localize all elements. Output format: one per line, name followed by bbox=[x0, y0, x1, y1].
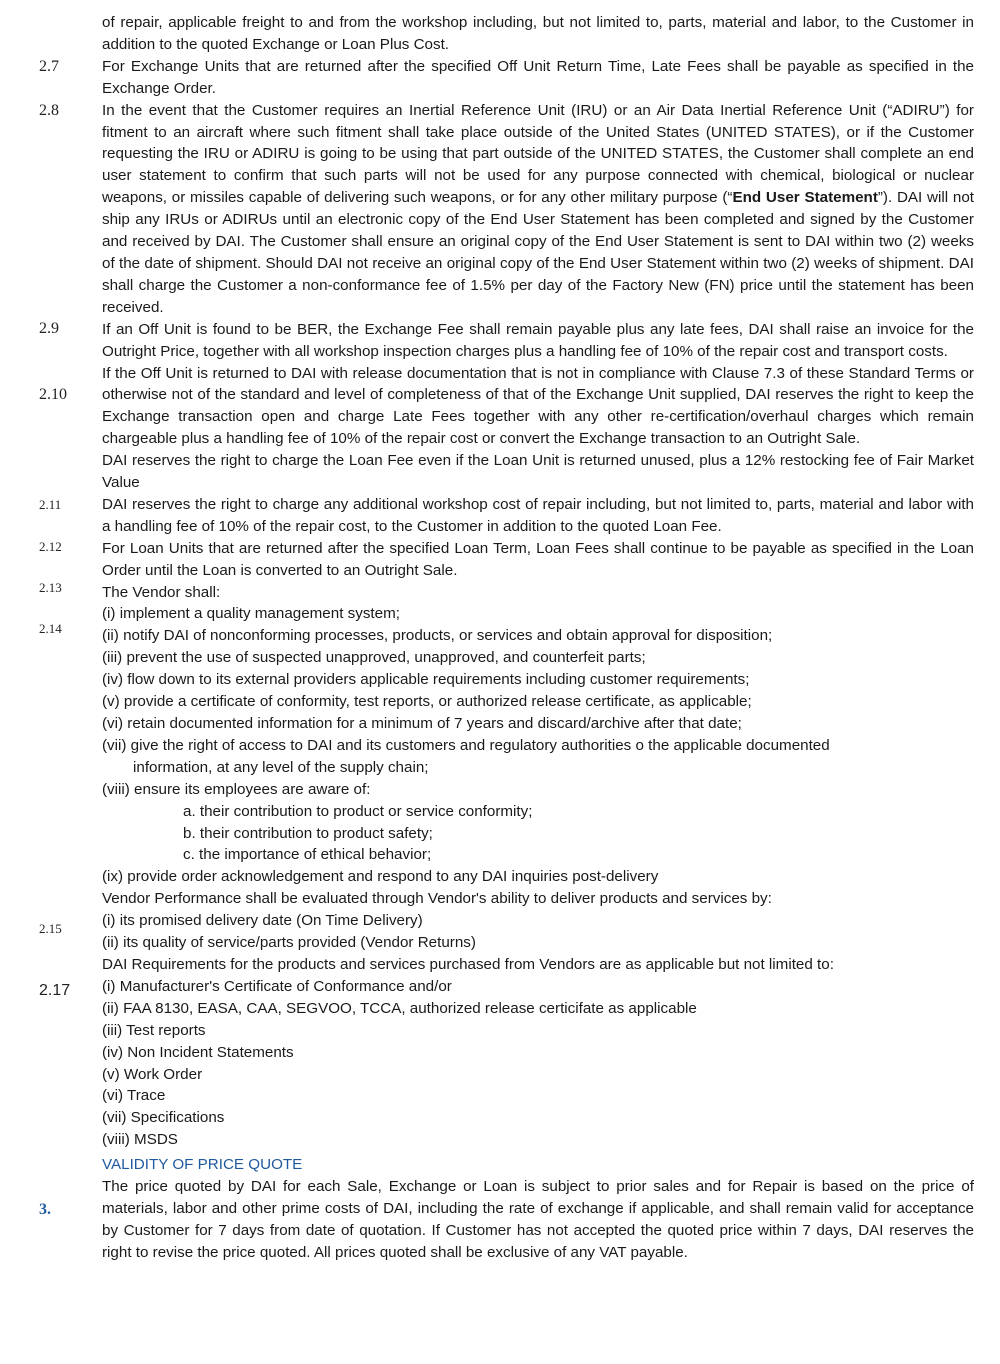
performance-item: (i) its promised delivery date (On Time Delivery) bbox=[102, 912, 423, 930]
section-3-heading: VALIDITY OF PRICE QUOTE bbox=[102, 1156, 303, 1174]
requirements-item: (v) Work Order bbox=[102, 1065, 203, 1083]
clause-number-2-10: 2.10 bbox=[39, 386, 67, 403]
vendor-item: (iv) flow down to its external providers applicable requirements including customer requirements; bbox=[102, 671, 750, 689]
clause-2-7-text: For Exchange Units that are returned after the specified Off Unit Return Time, Late Fees shall be payable as specified in the Exchange Order. bbox=[102, 57, 974, 97]
section-3-text: The price quoted by DAI for each Sale, Exchange or Loan is subject to prior sales and for Repair is based on the price of materials, labor and other prime costs of DAI, including the rate of exchange if applicable, and shall remain valid for acceptance by Customer for 7 days from date of quotation. If Customer has not accepted the quoted price within 7 days, DAI reserves the right to revise the price quoted. All prices quoted shall be exclusive of any VAT payable. bbox=[102, 1178, 974, 1261]
clause-2-8-text-start: In the event that the Customer requires an Inertial Reference Unit (IRU) or an Air Data Inertial Reference Unit (“ADIRU”) for fitment to an aircraft where such fitment shall take place outside of the United States (UNITED STATES), or if the Customer requesting the IRU or ADIRU is going to be using that part outside of the UNITED STATES, the Customer shall complete an end user statement to confirm that such parts will not be used for any purpose connected with chemical, biological or nuclear weapons, or missiles capable of delivering such weapons, or for any other military purpose (“ bbox=[102, 101, 974, 207]
requirements-item: (vi) Trace bbox=[102, 1087, 166, 1105]
clause-number-2-9: 2.9 bbox=[39, 320, 59, 337]
vendor-item: (vi) retain documented information for a minimum of 7 years and discard/archive after that date; bbox=[102, 715, 742, 732]
vendor-item: (viii) ensure its employees are aware of: bbox=[102, 780, 371, 798]
clause-number-2-11: 2.11 bbox=[39, 497, 62, 512]
clause-number-2-15: 2.15 bbox=[39, 921, 62, 936]
clause-2-14-text: The Vendor shall: bbox=[102, 583, 221, 601]
vendor-item: (i) implement a quality management system; bbox=[102, 605, 400, 623]
clause-number-2-17: 2.17 bbox=[39, 982, 71, 999]
vendor-item: (ii) notify DAI of nonconforming processes, products, or services and obtain approval for disposition; bbox=[102, 627, 773, 645]
section-number-3: 3. bbox=[39, 1201, 51, 1218]
requirements-item: (iv) Non Incident Statements bbox=[102, 1043, 294, 1061]
vendor-item-continuation: information, at any level of the supply chain; bbox=[133, 758, 429, 776]
clause-2-8-text-end: ”). DAI will not ship any IRUs or ADIRUs until an electronic copy of the End User Statement has been completed and signed by the Customer and received by DAI. The Customer shall ensure an original copy of the End User Statement is sent to DAI within two (2) weeks of the date of shipment. Should DAI not receive an original copy of the End User Statement within two (2) weeks of shipment. DAI shall charge the Customer a non-conformance fee of 1.5% per day of the Factory New (FN) price until the statement has been received. bbox=[102, 189, 974, 316]
vendor-item: (ix) provide order acknowledgement and respond to any DAI inquiries post-delivery bbox=[102, 868, 659, 886]
clause-2-9-text: If an Off Unit is found to be BER, the Exchange Fee shall remain payable plus any late fees, DAI shall raise an invoice for the Outright Price, together with all workshop inspection charges plus a handling fee of 10% of the repair cost and transport costs. bbox=[102, 320, 974, 360]
intro-paragraph: of repair, applicable freight to and from the workshop including, but not limited to, parts, material and labor, to the Customer in addition to the quoted Exchange or Loan Plus Cost. bbox=[102, 14, 974, 53]
clause-number-2-12: 2.12 bbox=[39, 539, 62, 554]
vendor-item: (iii) prevent the use of suspected unapproved, unapproved, and counterfeit parts; bbox=[102, 649, 646, 667]
requirements-item: (vii) Specifications bbox=[102, 1109, 225, 1127]
clause-2-13-text: For Loan Units that are returned after the specified Loan Term, Loan Fees shall continue to be payable as specified in the Loan Order until the Loan is converted to an Outright Sale. bbox=[102, 539, 974, 579]
requirements-intro: DAI Requirements for the products and services purchased from Vendors are as applicable but not limited to: bbox=[102, 955, 834, 973]
requirements-item: (iii) Test reports bbox=[102, 1021, 206, 1039]
clause-number-2-13: 2.13 bbox=[39, 580, 62, 595]
awareness-item: a. their contribution to product or service conformity; bbox=[183, 802, 533, 820]
vendor-item: (vii) give the right of access to DAI and its customers and regulatory authorities o the applicable documented bbox=[102, 736, 830, 754]
clause-2-8-text bbox=[102, 100, 974, 319]
clause-2-12-text: DAI reserves the right to charge any additional workshop cost of repair including, but not limited to, parts, material and labor with a handling fee of 10% of the repair cost, to the Customer in addition to the quoted Loan Fee. bbox=[102, 495, 974, 535]
clause-number-2-8: 2.8 bbox=[39, 102, 59, 119]
end-user-statement-term: End User Statement bbox=[732, 189, 878, 207]
clause-2-11-text: DAI reserves the right to charge the Loan Fee even if the Loan Unit is returned unused, plus a 12% restocking fee of Fair Market Value bbox=[102, 452, 974, 492]
clause-number-2-14: 2.14 bbox=[39, 621, 62, 636]
clause-number-2-7: 2.7 bbox=[39, 58, 59, 75]
requirements-item: (viii) MSDS bbox=[102, 1131, 178, 1149]
awareness-item: b. their contribution to product safety; bbox=[183, 824, 433, 842]
vendor-item: (v) provide a certificate of conformity, test reports, or authorized release certificate, as applicable; bbox=[102, 693, 752, 711]
main-text-column bbox=[102, 12, 974, 1264]
clause-2-10-text: If the Off Unit is returned to DAI with release documentation that is not in compliance with Clause 7.3 of these Standard Terms or otherwise not of the standard and level of completeness of that of the Exchange Unit supplied, DAI reserves the right to keep the Exchange transaction open and charge Late Fees together with any other re-certification/overhaul charges which remain chargeable plus a handling fee of 10% of the repair cost or convert the Exchange transaction to an Outright Sale. bbox=[102, 364, 974, 448]
requirements-item: (ii) FAA 8130, EASA, CAA, SEGVOO, TCCA, authorized release certicifate as applicable bbox=[102, 999, 697, 1017]
performance-item: (ii) its quality of service/parts provided (Vendor Returns) bbox=[102, 934, 476, 952]
requirements-item: (i) Manufacturer's Certificate of Conformance and/or bbox=[102, 977, 452, 995]
awareness-item: c. the importance of ethical behavior; bbox=[183, 846, 432, 864]
performance-intro: Vendor Performance shall be evaluated through Vendor's ability to deliver products and services by: bbox=[102, 890, 772, 908]
